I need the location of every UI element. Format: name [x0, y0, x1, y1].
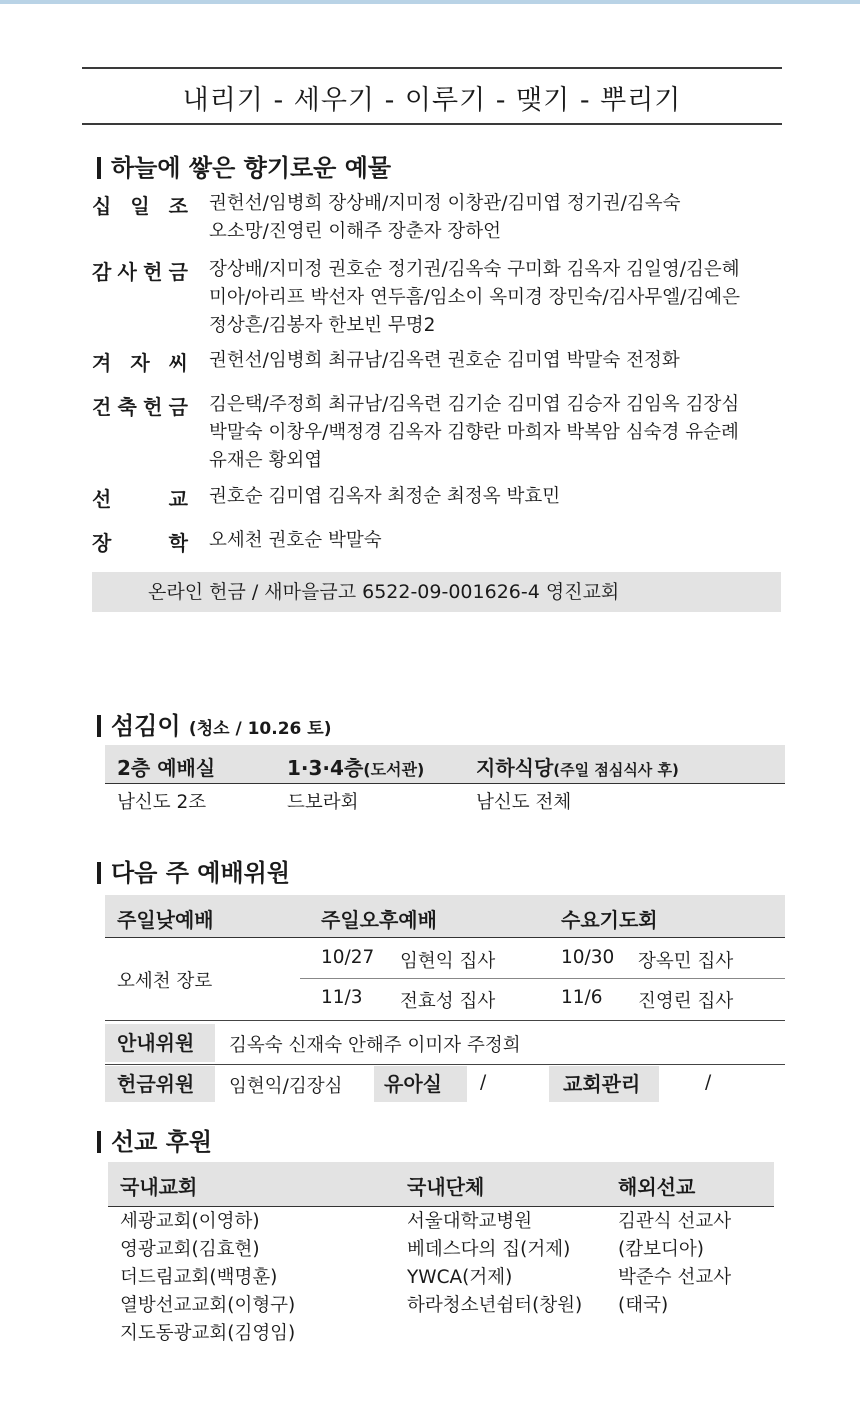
offering-names: 권헌선/임병희 장상배/지미정 이창관/김미엽 정기권/김옥숙 오소망/진영린 이해주 장춘자 장하언: [209, 193, 681, 242]
usher-names: 김옥숙 신재숙 안해주 이미자 주정희: [229, 1035, 521, 1056]
heading-bottom-rule: [82, 123, 782, 125]
usher-label: 안내위원: [105, 1024, 215, 1062]
afternoon-date: 10/27: [321, 947, 375, 968]
header-domestic-churches: 국내교회: [120, 1175, 198, 1199]
offerings-section-title: 하늘에 쌓은 향기로운 예물: [97, 148, 391, 183]
church-management-label: 교회관리: [549, 1066, 659, 1102]
next-week-section-title: 다음 주 예배위원: [97, 853, 290, 888]
afternoon-date: 11/3: [321, 987, 363, 1008]
offering-label: 겨 자 씨: [92, 351, 188, 375]
sunday-morning-leader: 오세천 장로: [117, 971, 213, 992]
online-offering-banner: 온라인 헌금 / 새마을금고 6522-09-001626-4 영진교회: [92, 572, 781, 612]
header-domestic-orgs: 국내단체: [407, 1175, 485, 1199]
domestic-org-list: [407, 1208, 582, 1320]
serving-header-rule: [105, 783, 785, 784]
overseas-list: [618, 1208, 731, 1320]
header-sunday-morning: 주일낮예배: [117, 908, 214, 932]
list-item: 김관식 선교사: [618, 1211, 732, 1232]
domestic-church-list: [120, 1208, 295, 1348]
offering-names: 권헌선/임병희 최규남/김옥련 권호순 김미엽 박말숙 전정화: [209, 350, 680, 371]
section-marker: [97, 862, 101, 884]
offering-label: 감 사 헌 금: [92, 260, 188, 284]
wednesday-date: 11/6: [561, 987, 603, 1008]
list-item: 하라청소년쉼터(창원): [407, 1295, 583, 1316]
list-item: (캄보디아): [618, 1239, 704, 1260]
serving-value-2f: 남신도 2조: [117, 792, 207, 813]
list-item: 열방선교교회(이형구): [120, 1295, 296, 1316]
serving-section-title: 섬김이 (청소 / 10.26 토): [97, 706, 331, 741]
offering-committee-names: 임현익/김장심: [229, 1076, 343, 1097]
next-week-schedule-rule: [105, 1020, 785, 1021]
offering-committee-label: 헌금위원: [105, 1066, 215, 1102]
section-marker: [97, 1131, 101, 1153]
offering-names: 권호순 김미엽 김옥자 최정순 최정옥 박효민: [209, 486, 561, 507]
heading-top-rule: [82, 67, 782, 69]
wednesday-name: 진영린 집사: [638, 991, 734, 1012]
offering-label: 건 축 헌 금: [92, 395, 188, 419]
mission-header-rule: [108, 1206, 774, 1207]
afternoon-name: 임현익 집사: [400, 951, 496, 972]
wednesday-name: 장옥민 집사: [638, 951, 734, 972]
next-week-row-divider: [300, 978, 785, 979]
list-item: 박준수 선교사: [618, 1267, 732, 1288]
list-item: YWCA(거제): [407, 1267, 513, 1288]
serving-header-2f: 2층 예배실: [117, 756, 216, 780]
list-item: 영광교회(김효현): [120, 1239, 260, 1260]
serving-header-134f: 1·3·4층(도서관): [287, 756, 425, 780]
nursery-label: 유아실: [374, 1066, 467, 1102]
section-marker: [97, 715, 101, 737]
header-wednesday: 수요기도회: [561, 908, 658, 932]
header-overseas: 해외선교: [618, 1175, 696, 1199]
list-item: 세광교회(이영하): [120, 1211, 260, 1232]
serving-header-basement: 지하식당(주일 점심식사 후): [476, 756, 679, 780]
offering-label: 선 교: [92, 487, 188, 511]
offering-names: 오세천 권호순 박말숙: [209, 530, 382, 551]
wednesday-date: 10/30: [561, 947, 615, 968]
nursery-value: /: [480, 1072, 487, 1093]
list-item: 지도동광교회(김영임): [120, 1323, 296, 1344]
offering-names: 김은택/주정희 최규남/김옥련 김기순 김미엽 김승자 김임옥 김장심 박말숙 이창우/백정경 김옥자 김향란 마희자 박복암 심숙경 유순례 유재은 황외엽: [209, 394, 740, 471]
serving-value-basement: 남신도 전체: [476, 792, 572, 813]
offering-names: 장상배/지미정 권호순 정기권/김옥숙 구미화 김옥자 김일영/김은혜 미아/아리프 박선자 연두흠/임소이 옥미경 장민숙/김사무엘/김예은 정상흔/김봉자 한보빈 무명2: [209, 259, 740, 336]
church-management-value: /: [705, 1072, 712, 1093]
list-item: 서울대학교병원: [407, 1211, 533, 1232]
header-sunday-afternoon: 주일오후예배: [321, 908, 437, 932]
offering-label: 장 학: [92, 531, 188, 555]
page-title: 내리기 - 세우기 - 이루기 - 맺기 - 뿌리기: [182, 85, 682, 116]
afternoon-name: 전효성 집사: [400, 991, 496, 1012]
usher-rule: [105, 1064, 785, 1065]
list-item: 베데스다의 집(거제): [407, 1239, 571, 1260]
top-accent-line: [0, 0, 860, 4]
next-week-header-rule: [105, 937, 785, 938]
list-item: 더드림교회(백명훈): [120, 1267, 278, 1288]
offering-label: 십 일 조: [92, 194, 188, 218]
mission-section-title: 선교 후원: [97, 1122, 212, 1157]
serving-value-134f: 드보라회: [287, 792, 359, 813]
section-marker: [97, 157, 101, 179]
list-item: (태국): [618, 1295, 669, 1316]
